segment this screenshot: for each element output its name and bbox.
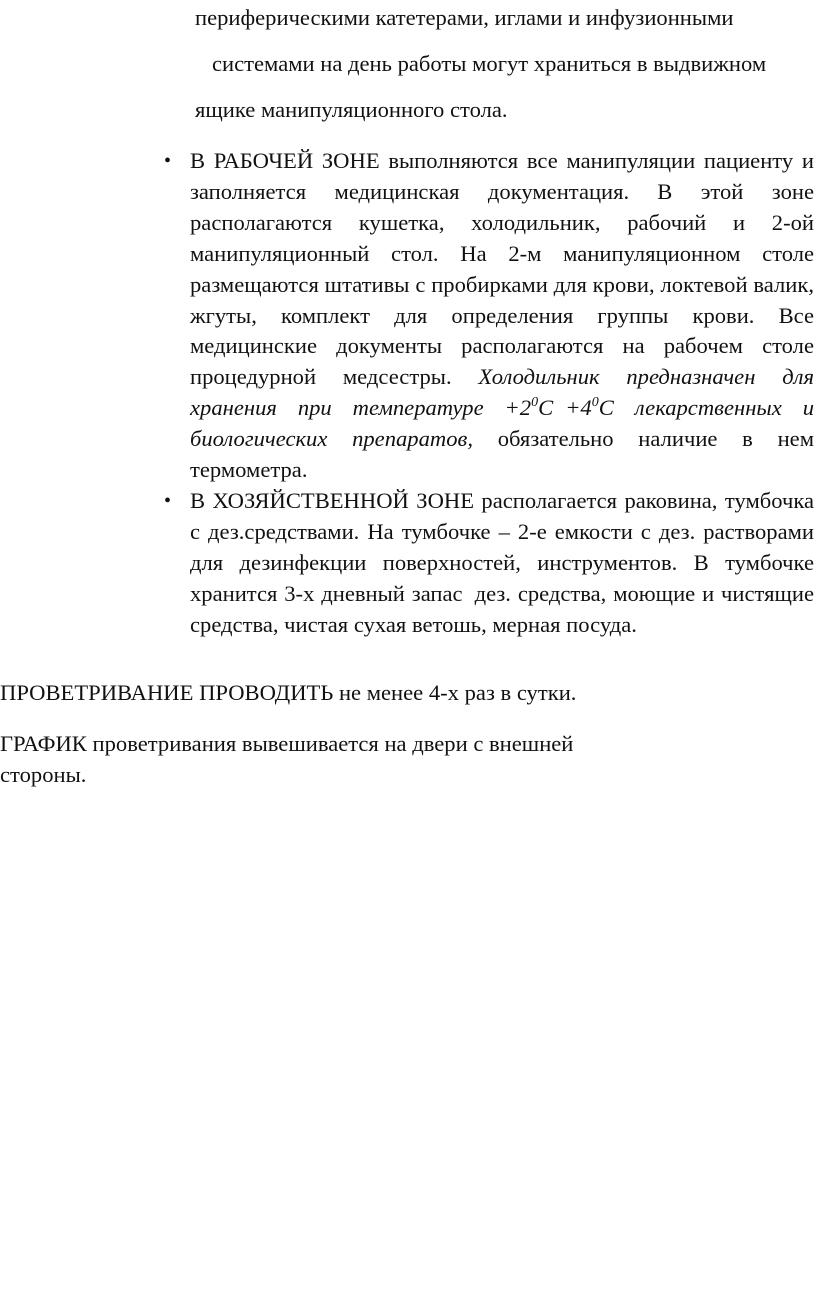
fridge-note-a: Холодильник предназначен для хранения при температуре +2 (190, 364, 814, 421)
fridge-note-b: С (538, 395, 554, 421)
zone-bullet-list (0, 146, 816, 641)
bullet-icon: • (164, 489, 172, 512)
degree-sup-1: 0 (531, 395, 539, 411)
household-zone-text-b: дез. средства, моющие и чистящие средства, чистая сухая ветошь, мерная посуда. (190, 580, 815, 637)
fridge-note-c: +4 (565, 395, 592, 421)
list-item-working-zone (164, 146, 814, 486)
intro-line-2: системами на день работы могут храниться в выдвижном (212, 51, 767, 76)
working-zone-text-b: В этой зоне располагаются кушетка, холодильник, рабочий и 2-ой манипуляционный стол. На 2-м манипуляционном столе размещаются штативы с пробирками для крови, локтевой валик, жгуты, комплект для определения группы крови. Все медицинские документы располагаются на рабочем столе процедурной медсестры. (190, 178, 814, 390)
schedule-paragraph: ГРАФИК проветривания вывешивается на двери с внешней стороны. (0, 731, 574, 787)
working-zone-text-a: В РАБОЧЕЙ ЗОНЕ выполняются все манипуляции пациенту и заполняется медицинская документация. (190, 148, 814, 204)
list-item-household-zone (164, 486, 815, 641)
ventilation-paragraph: ПРОВЕТРИВАНИЕ ПРОВОДИТЬ не менее 4-х раз в сутки. (0, 680, 577, 705)
intro-line-3: ящике манипуляционного стола. (195, 97, 508, 122)
bullet-icon: • (164, 150, 172, 172)
working-zone-text-c: обязательно наличие в нем термометра. (190, 426, 814, 483)
intro-line-1: периферическими катетерами, иглами и инфузионными (195, 5, 734, 30)
degree-sup-2: 0 (591, 395, 599, 411)
household-zone-text-a: В ХОЗЯЙСТВЕННОЙ ЗОНЕ располагается раковина, тумбочка с дез.средствами. На тумбочке – 2-е емкости с дез. растворами для дезинфекции поверхностей, инструментов. В тумбочке хранится 3-х дневный запас (190, 487, 814, 606)
fridge-note-d: С лекарственных и биологических препаратов, (190, 395, 814, 452)
